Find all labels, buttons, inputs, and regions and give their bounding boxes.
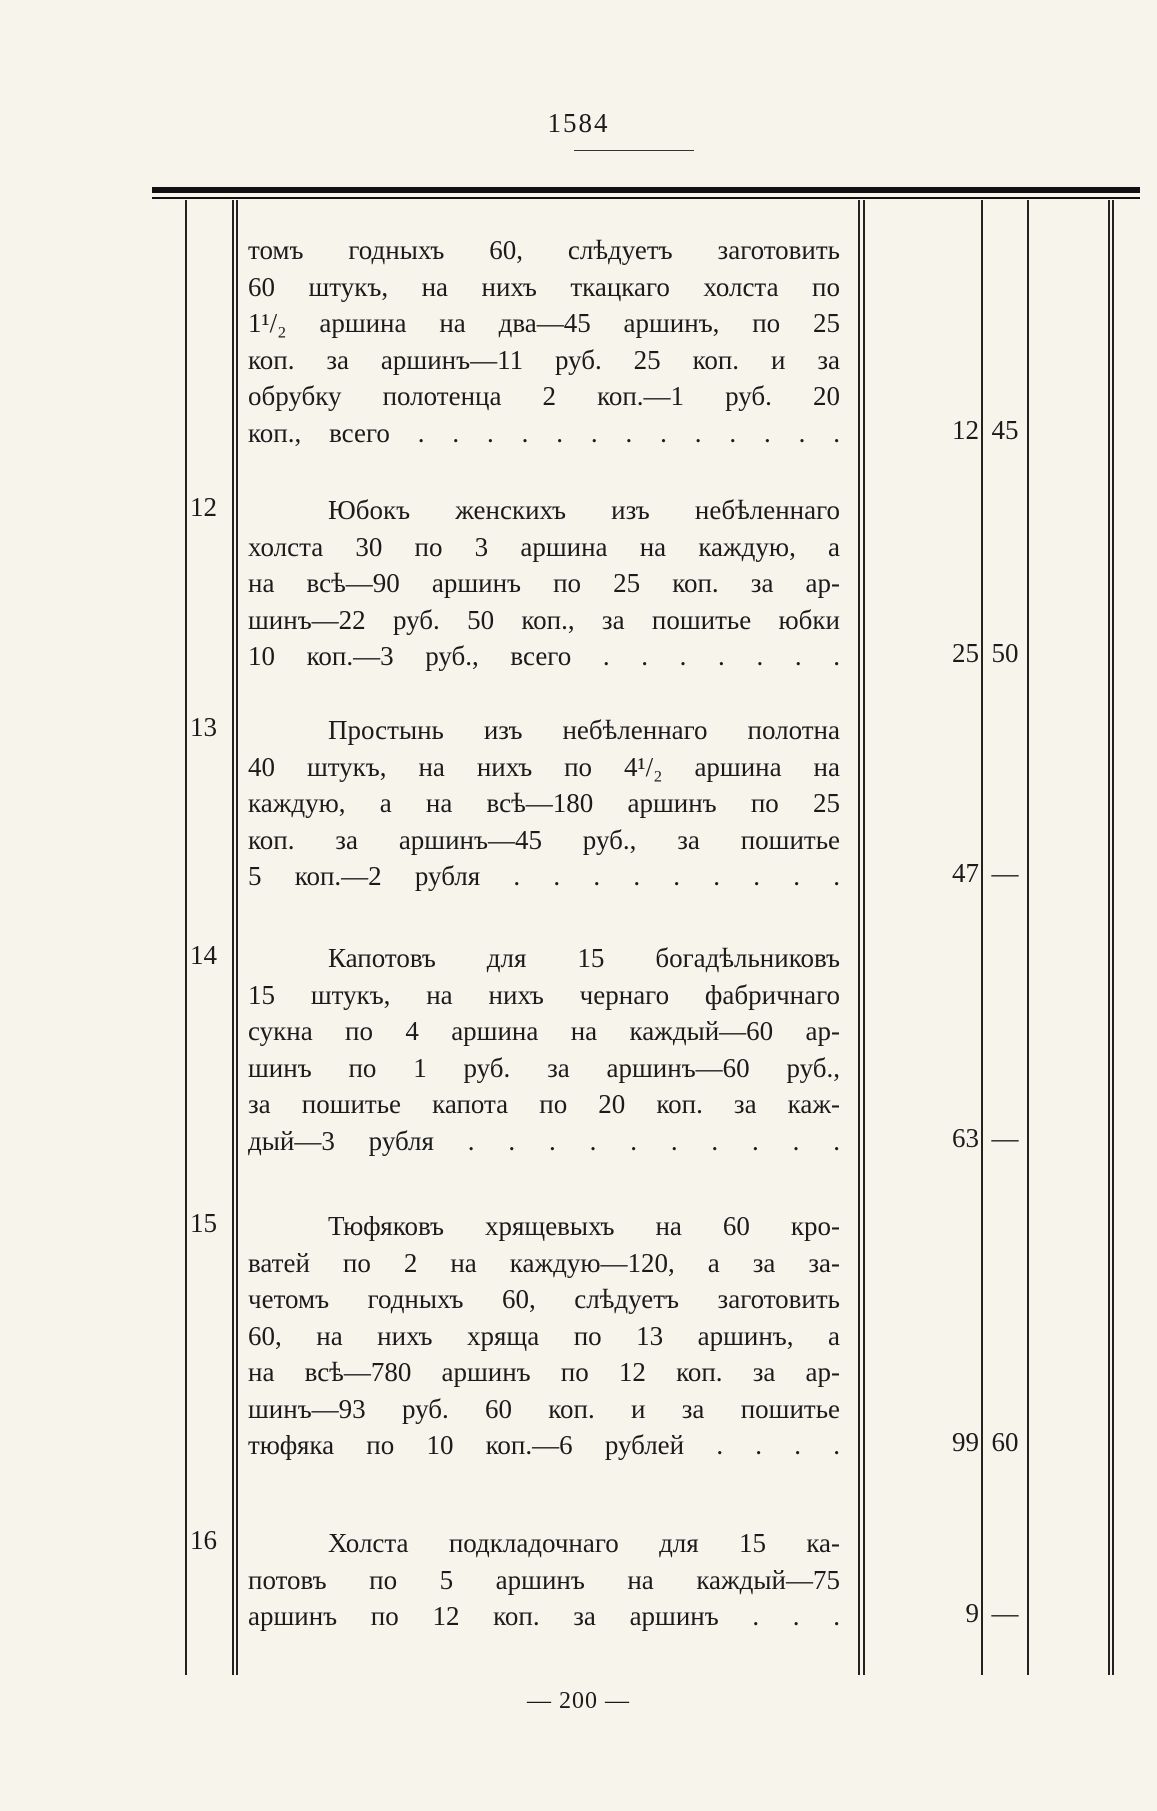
page-number-rule [574,150,694,151]
description-line: шинъ—93 руб. 60 коп. и за пошитье [248,1393,840,1424]
description-line: тюфяка по 10 коп.—6 рублей . . . . [248,1430,840,1460]
description-line: 5 коп.—2 рубля . . . . . . . . . [248,861,840,891]
description-line: 1¹/₂ аршина на два—45 аршинъ, по 25 [248,308,840,338]
entry-description [248,712,840,895]
description-line: на всѣ—780 аршинъ по 12 коп. за ар- [248,1357,840,1387]
column-rule [232,200,234,1675]
description-line: холста 30 по 3 аршина на каждую, а [248,531,840,562]
amount-rubles: 12 [952,414,979,445]
description-line: Холста подкладочнаго для 15 ка- [328,1528,840,1558]
description-line: томъ годныхъ 60, слѣдуетъ заготовить [248,235,840,265]
column-rule [185,200,187,1675]
description-line: 15 штукъ, на нихъ чернаго фабричнаго [248,979,840,1010]
description-line: Капотовъ для 15 богадѣльниковъ [328,943,840,973]
amount-kopecks: — [991,858,1019,888]
amount-kopecks: 50 [991,638,1019,668]
column-rule [1027,200,1029,1675]
description-line: потовъ по 5 аршинъ на каждый—75 [248,1564,840,1595]
description-line: ватей по 2 на каждую—120, а за за- [248,1247,840,1278]
description-line: каждую, а на всѣ—180 аршинъ по 25 [248,788,840,818]
entry-number: 12 [190,492,217,522]
amount-kopecks: 45 [991,414,1019,445]
description-line: за пошитье капота по 20 коп. за каж- [248,1089,840,1119]
description-line: 10 коп.—3 руб., всего . . . . . . . [248,641,840,671]
column-rule [981,200,983,1675]
amount-kopecks: — [991,1122,1019,1153]
description-line: Простынь изъ небѣленнаго полотна [328,715,840,745]
description-line: Тюфяковъ хрящевыхъ на 60 кро- [328,1211,840,1241]
description-line: дый—3 рубля . . . . . . . . . . [248,1125,840,1156]
description-line: сукна по 4 аршина на каждый—60 ар- [248,1016,840,1046]
description-line: обрубку полотенца 2 коп.—1 руб. 20 [248,381,840,411]
amount-rubles: 63 [952,1122,979,1153]
amount-rubles: 47 [952,858,979,888]
entry-number: 14 [190,940,217,970]
column-rule [236,200,238,1675]
table-top-rule-thin [152,197,1140,199]
description-line: аршинъ по 12 коп. за аршинъ . . . [248,1601,840,1631]
table-top-rule [152,187,1140,193]
entry-description [248,940,840,1159]
description-line: на всѣ—90 аршинъ по 25 коп. за ар- [248,568,840,598]
footer-page-label: — 200 — [527,1688,630,1714]
entry-description [248,492,840,675]
entry-number: 13 [190,712,217,742]
entry-number: 15 [190,1208,217,1238]
entry-description [248,232,840,451]
amount-kopecks: 60 [991,1427,1019,1457]
entry-description [248,1208,840,1464]
column-rule [863,200,865,1675]
page-number: 1584 [547,108,610,138]
description-line: Юбокъ женскихъ изъ небѣленнаго [328,495,840,525]
amount-kopecks: — [991,1598,1019,1628]
amount-rubles: 9 [965,1598,979,1628]
description-line: коп. за аршинъ—11 руб. 25 коп. и за [248,344,840,375]
amount-rubles: 99 [952,1427,979,1457]
column-rule [1108,200,1110,1675]
column-rule [1112,200,1114,1675]
description-line: 60, на нихъ хряща по 13 аршинъ, а [248,1320,840,1351]
amount-rubles: 25 [952,638,979,668]
description-line: коп. за аршинъ—45 руб., за пошитье [248,824,840,855]
entry-number: 16 [190,1525,217,1555]
description-line: 60 штукъ, на нихъ ткацкаго холста по [248,271,840,302]
entry-description [248,1525,840,1635]
column-rule [858,200,860,1675]
description-line: коп., всего . . . . . . . . . . . . . [248,417,840,448]
description-line: четомъ годныхъ 60, слѣдуетъ заготовить [248,1284,840,1314]
description-line: шинъ по 1 руб. за аршинъ—60 руб., [248,1052,840,1083]
description-line: шинъ—22 руб. 50 коп., за пошитье юбки [248,604,840,635]
description-line: 40 штукъ, на нихъ по 4¹/₂ аршина на [248,751,840,782]
